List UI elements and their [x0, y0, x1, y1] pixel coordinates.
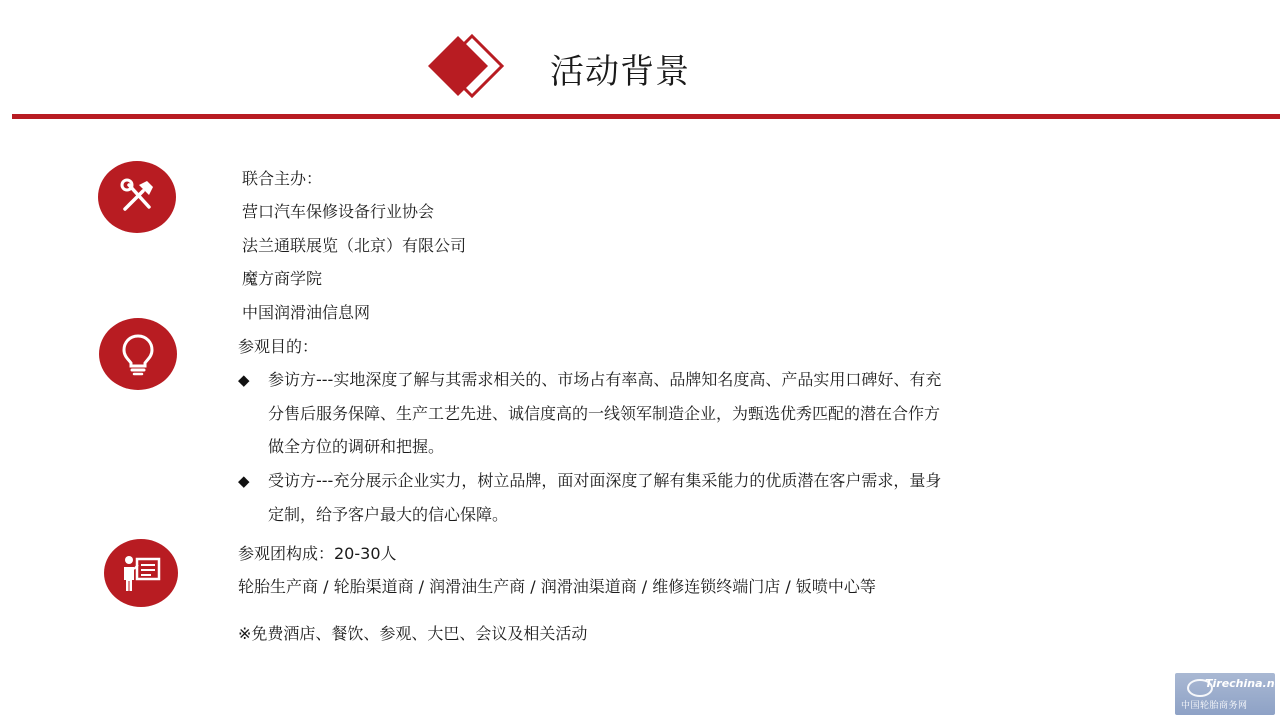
group-icon-badge	[104, 539, 178, 607]
bullet-line: 定制，给予客户最大的信心保障。	[268, 505, 509, 524]
bullet-line: 受访方---充分展示企业实力，树立品牌，面对面深度了解有集采能力的优质潜在客户需求，量身	[268, 471, 942, 490]
diamond-bullet-icon: ◆	[238, 472, 250, 490]
presenter-icon	[119, 553, 163, 593]
organizer-item: 魔方商学院	[242, 269, 323, 288]
diamond-logo-icon	[424, 32, 516, 100]
page-title: 活动背景	[550, 52, 690, 92]
tools-icon	[117, 177, 157, 217]
bullet-line: 分售后服务保障、生产工艺先进、诚信度高的一线领军制造企业，为甄选优秀匹配的潜在合作方	[268, 404, 941, 423]
group-members: 轮胎生产商 / 轮胎渠道商 / 润滑油生产商 / 润滑油渠道商 / 维修连锁终端门店 / 钣喷中心等	[238, 577, 876, 596]
group-note: ※免费酒店、餐饮、参观、大巴、会议及相关活动	[238, 624, 588, 643]
bullet-line: 参访方---实地深度了解与其需求相关的、市场占有率高、品牌知名度高、产品实用口碑好、有充	[268, 370, 942, 389]
organizer-item: 营口汽车保修设备行业协会	[242, 202, 435, 221]
organizer-item: 中国润滑油信息网	[242, 303, 371, 322]
organizer-item: 法兰通联展览（北京）有限公司	[242, 236, 467, 255]
tirechina-watermark	[1175, 673, 1287, 715]
group-heading: 参观团构成：20-30人	[238, 544, 397, 563]
bullet-line: 做全方位的调研和把握。	[268, 437, 445, 456]
header-divider	[12, 114, 1280, 119]
lightbulb-icon	[118, 332, 158, 376]
organizers-icon-badge	[98, 161, 176, 233]
purpose-heading: 参观目的：	[238, 337, 319, 356]
purpose-icon-badge	[99, 318, 177, 390]
diamond-bullet-icon: ◆	[238, 371, 250, 389]
organizers-heading: 联合主办：	[242, 169, 323, 188]
watermark-caption: 中国轮胎商务网	[1181, 701, 1248, 711]
watermark-brand: Tirechina.net	[1205, 677, 1287, 690]
